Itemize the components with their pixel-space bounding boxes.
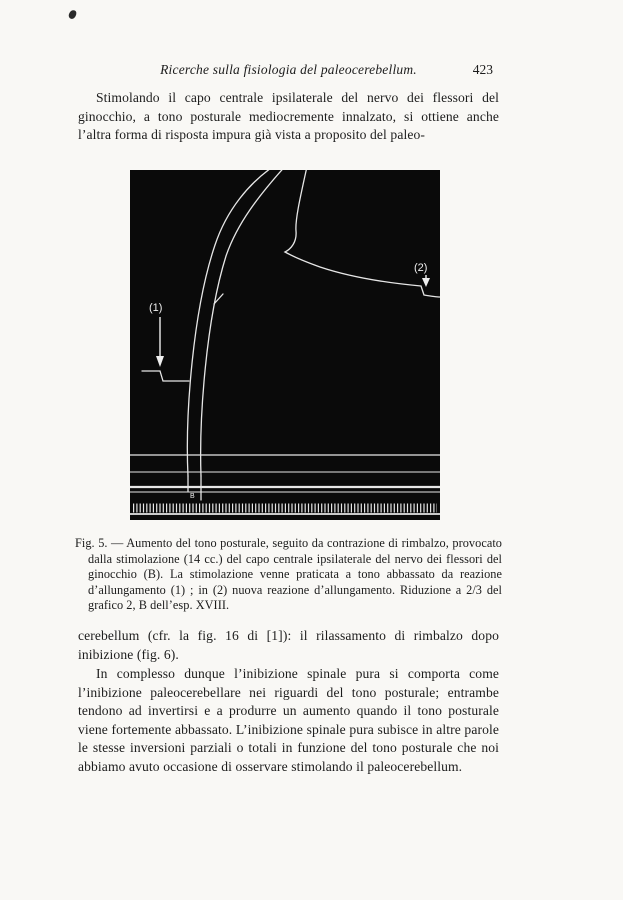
figure-plot — [130, 170, 440, 520]
figure-background — [130, 170, 440, 520]
page-number: 423 — [472, 62, 493, 77]
page-header — [78, 62, 499, 80]
running-title: Ricerche sulla fisiologia del paleocerebellum. — [160, 62, 417, 77]
trace-label-2: (2) — [414, 262, 428, 274]
scan-speck — [68, 9, 77, 20]
paragraph-intro: Stimolando il capo centrale ipsilaterale del nervo dei flessori del ginocchio, a tono posturale mediocremente innalzato, si ottiene anche l’altra forma di risposta impura già vista a proposito del paleo- — [78, 90, 499, 143]
oscillograph-trace-image — [130, 170, 440, 520]
paragraph-continuation: cerebellum (cfr. la fig. 16 di [1]): il rilassamento di rimbalzo dopo inibizione (fig. 6). — [78, 628, 499, 662]
paragraph-conclusion: In complesso dunque l’inibizione spinale pura si comporta come l’inibizione paleocerebellare nei riguardi del tono posturale; entrambe tendono ad invertirsi e a produrre un aumento quando il tono posturale viene fortemente abbassato. L’inibizione spinale pura subisce in altre parole le stesse inversioni parziali o totali in funzione del tono posturale che noi abbiamo avuto occasione di osservare stimolando il paleocerebellum. — [78, 666, 499, 774]
figure-caption: Fig. 5. — Aumento del tono posturale, seguito da contrazione di rimbalzo, provocato dalla stimolazione (14 cc.) del capo centrale ipsilaterale del nervo dei flessori del ginocchio (B). La stimolazione venne praticata a tono abbassato da reazione d’allungamento (1) ; in (2) nuova reazione d’allungamento. Riduzione a 2/3 del grafico 2, B dell’esp. XVIII. — [75, 536, 502, 612]
trace-label-b: B — [190, 493, 195, 500]
trace-label-1: (1) — [149, 302, 163, 314]
